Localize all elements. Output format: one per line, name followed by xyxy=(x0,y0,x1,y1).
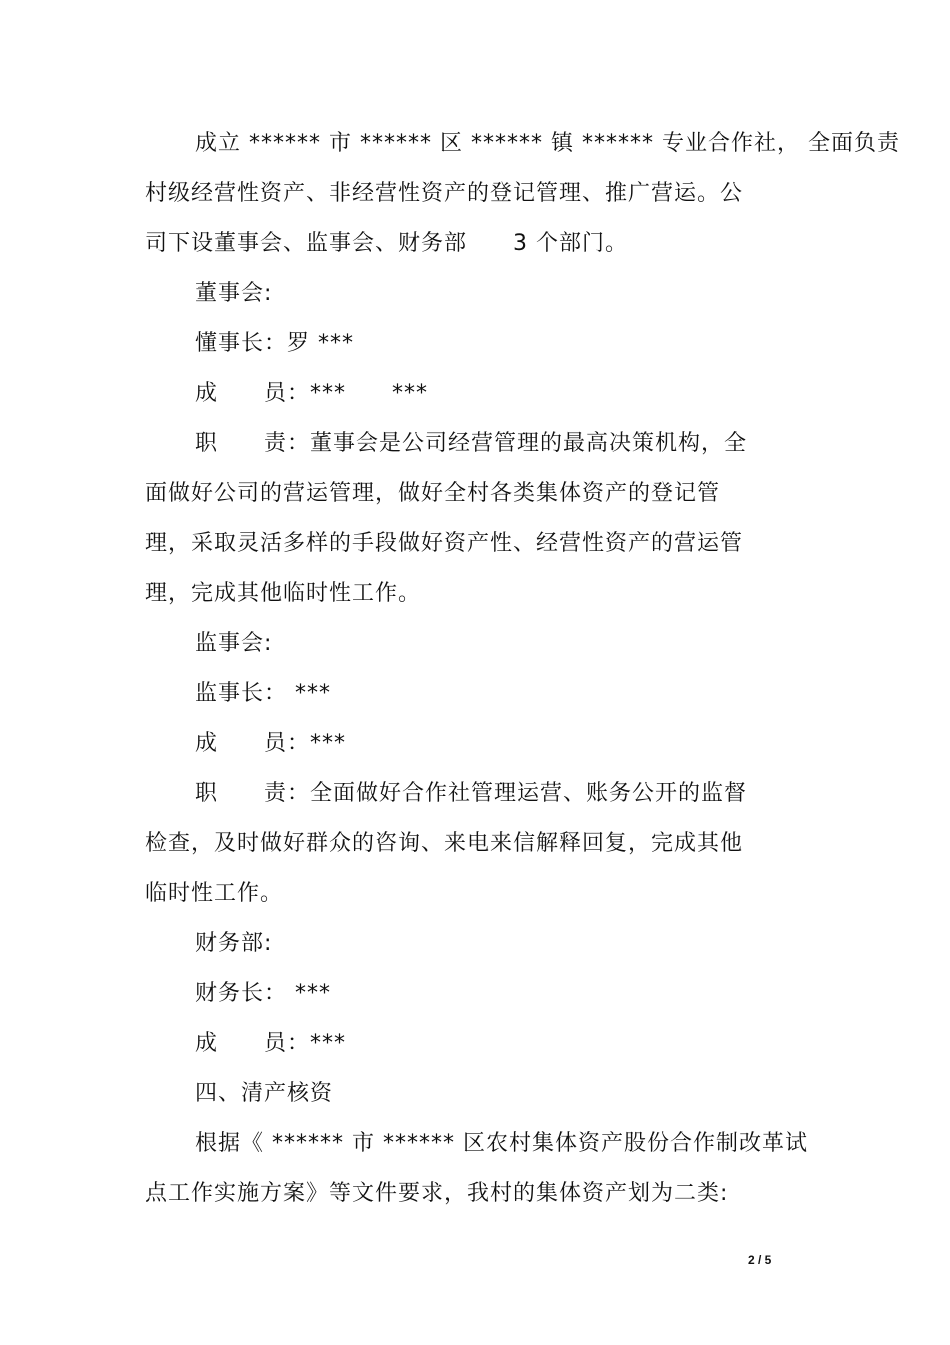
text-line: 司下设董事会、监事会、财务部 3 个部门。 xyxy=(145,231,628,256)
section-heading-finance-department: 财务部: xyxy=(195,931,273,956)
text-line: 职 责：全面做好合作社管理运营、账务公开的监督 xyxy=(195,781,748,806)
text-line: 理，完成其他临时性工作。 xyxy=(145,581,422,606)
section-heading-asset-verification: 四、清产核资 xyxy=(195,1081,334,1106)
text-line: 检查，及时做好群众的咨询、来电来信解释回复，完成其他 xyxy=(145,831,744,856)
text-line: 监事长： *** xyxy=(195,681,331,706)
page-number: 2 / 5 xyxy=(748,1253,772,1267)
section-heading-board-of-supervisors: 监事会: xyxy=(195,631,273,656)
text-line: 成立 ****** 市 ****** 区 ****** 镇 ****** 专业合作社， 全面负责 xyxy=(195,131,900,156)
text-line: 职 责：董事会是公司经营管理的最高决策机构，全 xyxy=(195,431,748,456)
text-line: 理，采取灵活多样的手段做好资产性、经营性资产的营运管 xyxy=(145,531,744,556)
text-line: 成 员：*** *** xyxy=(195,381,429,406)
text-line: 根据《 ****** 市 ****** 区农村集体资产股份合作制改革试 xyxy=(195,1131,808,1156)
text-line: 临时性工作。 xyxy=(145,881,284,906)
text-line: 村级经营性资产、非经营性资产的登记管理、推广营运。公 xyxy=(145,181,744,206)
text-line: 懂事长：罗 *** xyxy=(195,331,354,356)
section-heading-board-of-directors: 董事会: xyxy=(195,281,273,306)
text-line: 面做好公司的营运管理，做好全村各类集体资产的登记管 xyxy=(145,481,721,506)
text-line: 成 员：*** xyxy=(195,731,347,756)
text-line: 成 员：*** xyxy=(195,1031,347,1056)
text-line: 点工作实施方案》等文件要求，我村的集体资产划为二类: xyxy=(145,1181,729,1206)
text-line: 财务长： *** xyxy=(195,981,331,1006)
